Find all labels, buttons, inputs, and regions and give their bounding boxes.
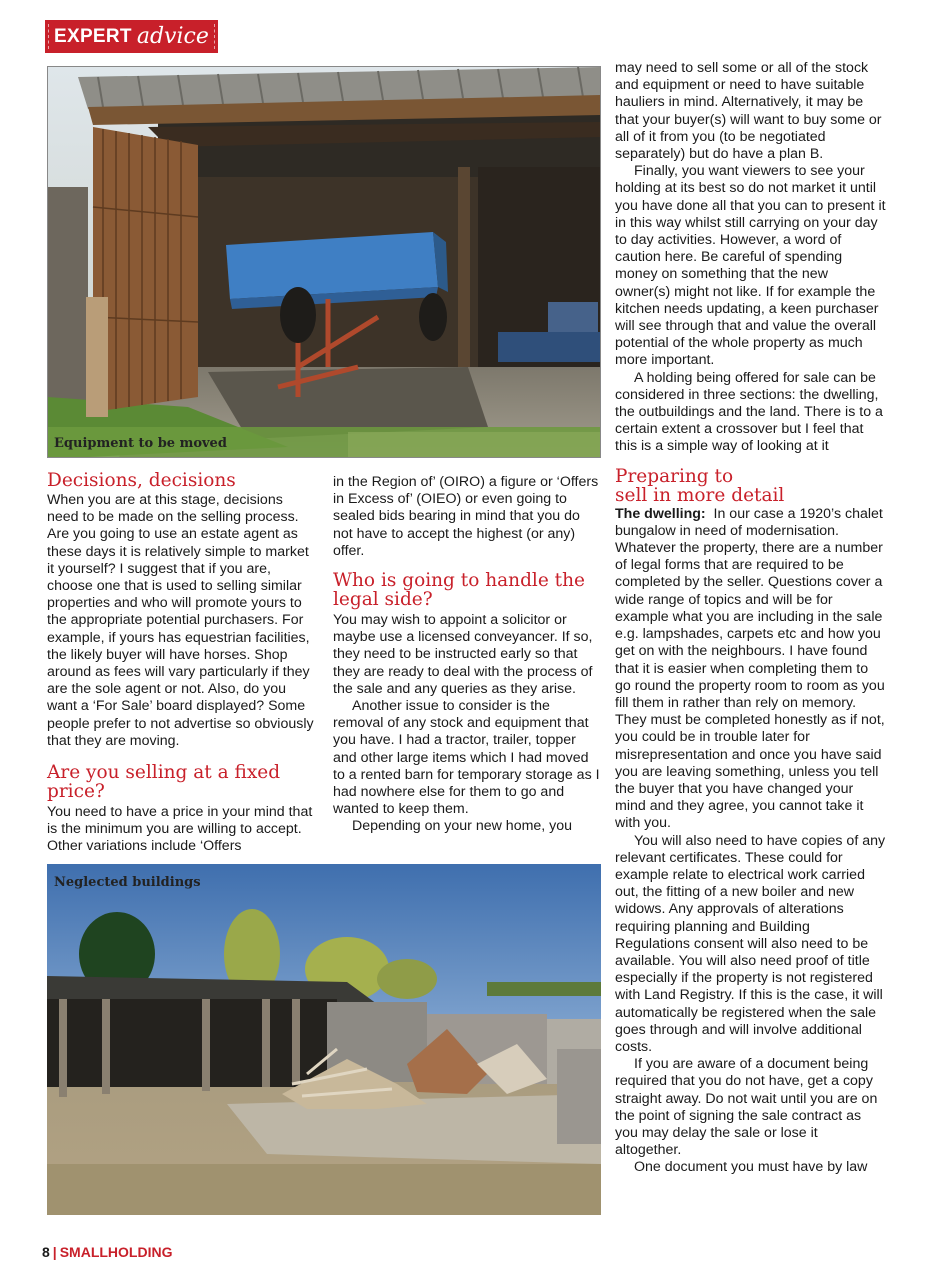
column-1 <box>47 471 317 856</box>
paragraph-solicitor: You may wish to appoint a solicitor or maybe use a licensed conveyancer. If so, they need to be instructed early so that they are ready to deal with the process of the sale and any queries as they arise. <box>333 612 593 697</box>
column-2 <box>333 474 603 836</box>
heading-preparing-line1: Preparing to <box>615 465 734 487</box>
paragraph-certificates: You will also need to have copies of any relevant certificates. These could for example relate to electrical work carried out, the fitting of a new boiler and new widows. Any approvals of alterations requiring planning and Building Regulations consent will also need to be available. You will also need proof of title especially if the property is not registered with Land Registry. If this is the case, it will automatically be registered when the sale goes through and will involve additional costs. <box>615 832 886 1055</box>
paragraph-hauliers: may need to sell some or all of the stock and equipment or need to have suitable hauliers in mind. Alternatively, it may be that your buyer(s) will want to buy some or all of it from you (to be negotiated separately) but do have a plan B. <box>615 60 882 163</box>
heading-legal-side: Who is going to handle the legal side? <box>333 570 585 611</box>
page-number: 8 <box>42 1244 50 1260</box>
paragraph-decisions: When you are at this stage, decisions need to be made on the selling process. Are you going to use an estate agent as these days it is relatively simple to market it yourself? I suggest that if you are, choose one that is used to selling similar properties and who will promote yours to the appropriate potential purchasers. For example, if yours has equestrian facilities, the likely buyer will have horses. Shop around as fees will vary particularly if they are the sole agent or not. Also, do you want a ‘For Sale’ board displayed? Some people prefer to not advertise so obviously that they are moving. <box>47 492 314 749</box>
page-footer <box>42 1244 172 1260</box>
paragraph-offers: in the Region of’ (OIRO) a figure or ‘Offers in Excess of’ (OIEO) or even going to sealed bids bearing in mind that you do not have to accept the highest (or any) offer. <box>333 474 599 559</box>
column-3 <box>615 60 887 1177</box>
heading-preparing <box>615 467 887 505</box>
paragraph-missing-document: If you are aware of a document being required that you do not have, get a copy straight away. Do not wait until you are on the point of signing the sale contract as you may delay the sale or lose it altogether. <box>615 1056 878 1159</box>
paragraph-three-sections: A holding being offered for sale can be considered in three sections: the dwelling, the outbuildings and the land. There is to a certain extent a crossover but I feel that this is a simple way of looking at it <box>615 369 883 455</box>
photo-equipment <box>47 66 601 458</box>
footer-separator: | <box>52 1244 57 1260</box>
paragraph-fixed-price: You need to have a price in your mind that is the minimum you are willing to accept. Other variations include ‘Offers <box>47 804 313 855</box>
caption-equipment: Equipment to be moved <box>54 436 227 451</box>
banner-advice: advice <box>136 24 209 49</box>
dwelling-text: In our case a 1920’s chalet bungalow in need of modernisation. Whatever the property, there are a number of legal forms that are required to be completed by the seller. Questions cover a wide range of topics and will be for example what you are including in the sale e.g. lampshades, carpets etc and how you get on with the neighbours. I have found that it is easier when completing them to go round the property room to room as you fill them in rather than rely on memory. They must be completed honestly as if not, you could be in trouble later for misrepresentation and once you have said you are leaving something, unless you tell the buyer that you have changed your mind and they agree, you cannot take it with you. <box>615 505 885 832</box>
banner-expert: EXPERT <box>54 25 132 47</box>
heading-preparing-line2: sell in more detail <box>615 484 785 506</box>
magazine-name: SMALLHOLDING <box>59 1244 173 1260</box>
heading-decisions: Decisions, decisions <box>47 470 236 491</box>
paragraph-stock: Another issue to consider is the removal of any stock and equipment that you have. I had a tractor, trailer, topper and other large items which I had moved to a rented barn for temporary storage as I had nowhere else for them to go and wanted to keep them. <box>333 698 600 818</box>
caption-buildings: Neglected buildings <box>54 875 201 890</box>
lead-dwelling: The dwelling: <box>615 505 706 522</box>
paragraph-dwelling <box>615 506 887 833</box>
section-banner <box>45 20 218 53</box>
paragraph-finally: Finally, you want viewers to see your holding at its best so do not market it until you have done all that you can to present it in this way whilst still carrying on your day to day activities. However, a word of caution here. Be careful of spending money on something that the new owner(s) might not like. If for example the kitchen needs updating, a keen purchaser will see through that and value the overall potential of the whole property as much more important. <box>615 163 886 369</box>
paragraph-by-law: One document you must have by law <box>634 1159 868 1176</box>
photo-buildings <box>47 864 601 1215</box>
heading-fixed-price: Are you selling at a fixed price? <box>47 762 281 803</box>
paragraph-new-home: Depending on your new home, you <box>352 818 573 835</box>
